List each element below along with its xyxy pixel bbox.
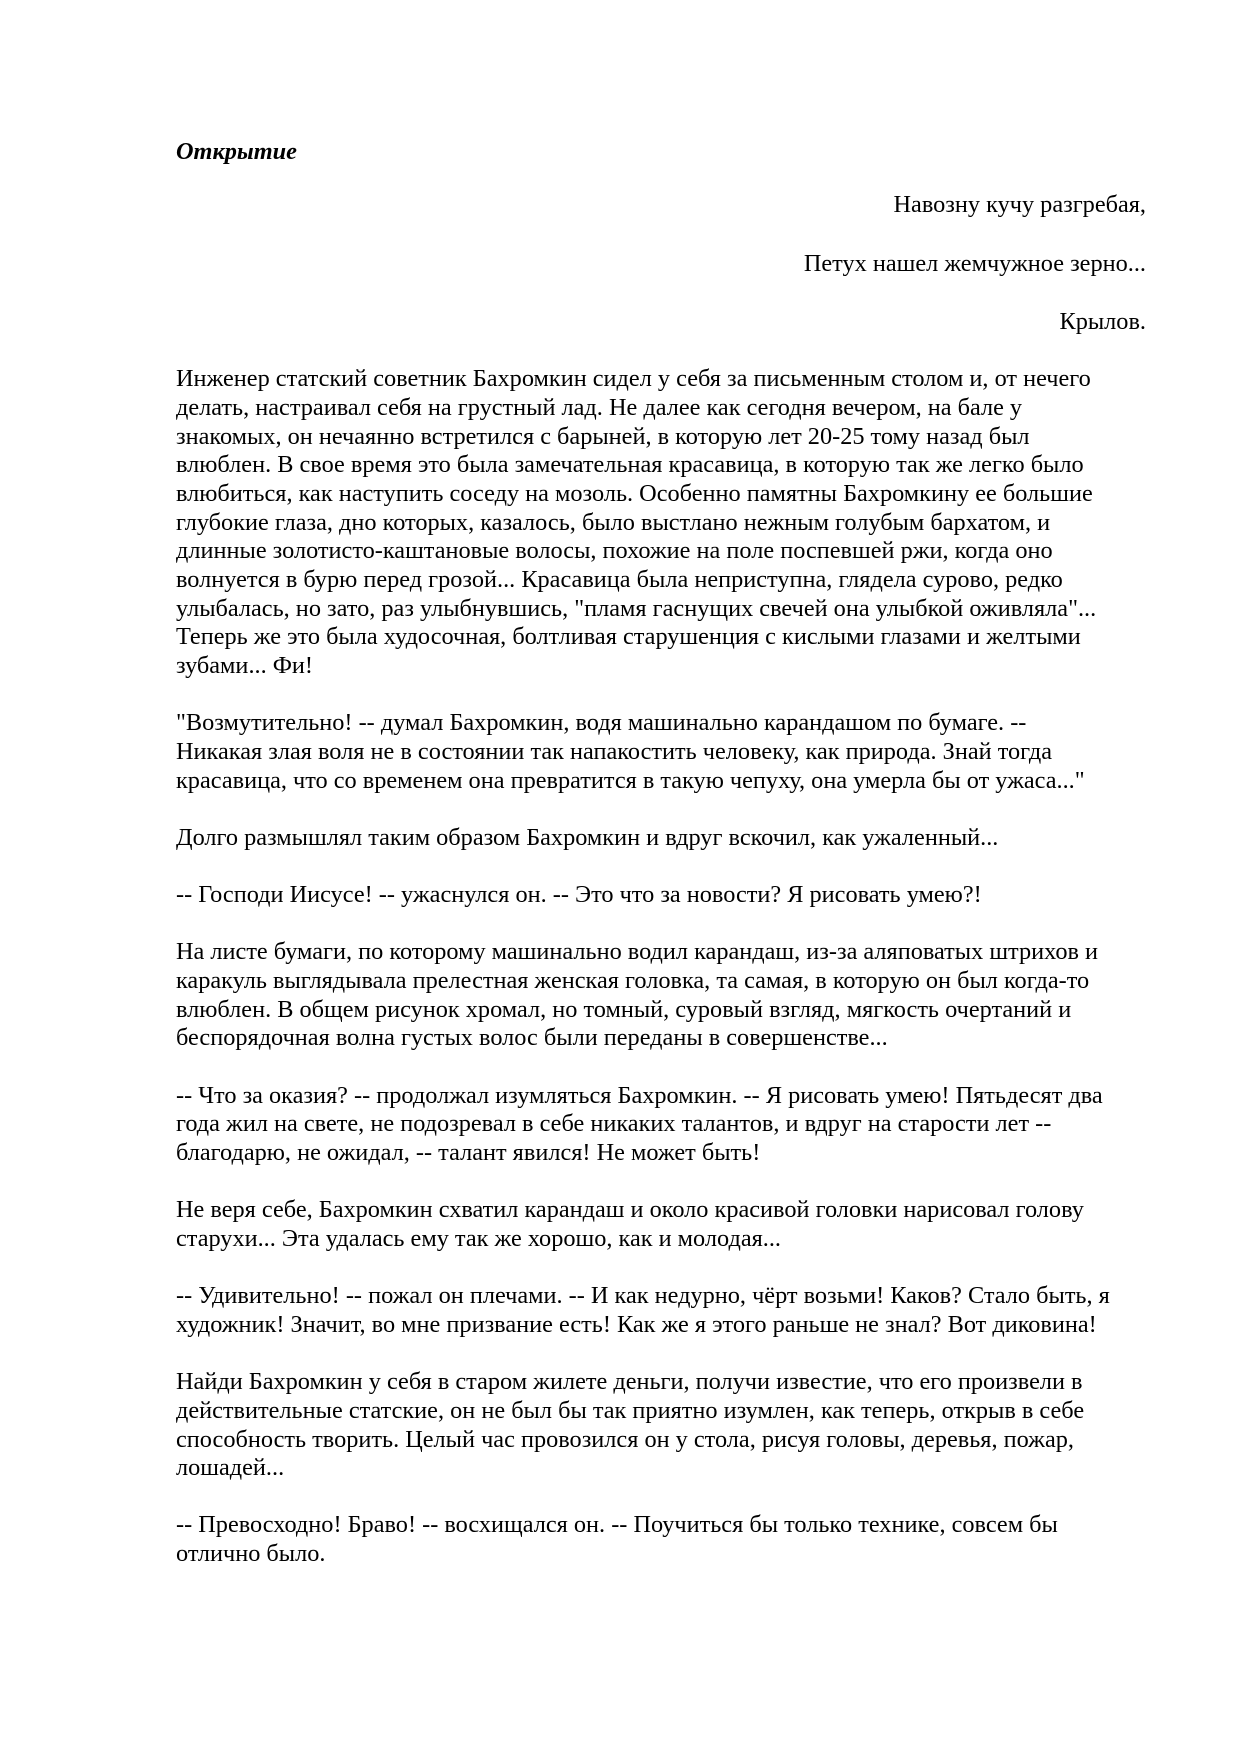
paragraph-line: благодарю, не ожидал, -- талант явился! Не может быть! [176,1139,761,1167]
paragraph-line: улыбалась, но зато, раз улыбнувшись, "пламя гаснущих свечей она улыбкой оживляла"... [176,594,1097,622]
story-title: Открытие [176,138,297,165]
paragraph-line: зубами... Фи! [176,652,314,680]
epigraph-author: Крылов. [1059,308,1146,336]
paragraph-line: способность творить. Целый час провозился он у стола, рисуя головы, деревья, пожар, [176,1425,1074,1453]
paragraph-line: красавица, что со временем она превратится в такую чепуху, она умерла бы от ужаса..." [176,766,1085,794]
paragraph-line: -- Удивительно! -- пожал он плечами. -- И как недурно, чёрт возьми! Каков? Стало быть, я [176,1282,1110,1310]
paragraph-line: влюблен. В общем рисунок хромал, но томный, суровый взгляд, мягкость очертаний и [176,995,1072,1023]
paragraph [176,709,1146,795]
paragraph [176,1196,1146,1253]
paragraph-line: Не веря себе, Бахромкин схватил карандаш и около красивой головки нарисовал голову [176,1196,1084,1224]
paragraph-line: отлично было. [176,1540,326,1568]
paragraph-line: глубокие глаза, дно которых, казалось, было выстлано нежным голубым бархатом, и [176,508,1051,536]
paragraph [176,1368,1146,1483]
paragraph-line: -- Что за оказия? -- продолжал изумляться Бахромкин. -- Я рисовать умею! Пятьдесят два [176,1081,1103,1109]
paragraph-line: знакомых, он нечаянно встретился с барыней, в которую лет 20-25 тому назад был [176,422,1030,450]
paragraph-line: влюбиться, как наступить соседу на мозоль. Особенно памятны Бахромкину ее большие [176,479,1093,507]
story-body [176,365,1146,1569]
paragraph-line: беспорядочная волна густых волос были переданы в совершенстве... [176,1024,888,1052]
paragraph-line: волнуется в бурю перед грозой... Красавица была неприступна, глядела сурово, редко [176,566,1063,594]
paragraph [176,1082,1146,1168]
epigraph-line: Навозну кучу разгребая, [893,191,1146,218]
epigraph [176,191,1146,337]
paragraph-line: Найди Бахромкин у себя в старом жилете деньги, получи известие, что его произвели в [176,1368,1083,1396]
paragraph-line: -- Господи Иисусе! -- ужаснулся он. -- Это что за новости? Я рисовать умею?! [176,881,982,909]
paragraph-line: старухи... Эта удалась ему так же хорошо, как и молодая... [176,1224,782,1252]
paragraph-line: -- Превосходно! Браво! -- восхищался он. -- Поучиться бы только технике, совсем бы [176,1511,1058,1539]
paragraph-line: влюблен. В свое время это была замечательная красавица, в которую так же легко было [176,451,1084,479]
paragraph [176,1511,1146,1568]
paragraph-line: Никакая злая воля не в состоянии так напакостить человеку, как природа. Знай тогда [176,738,1053,766]
paragraph-line: "Возмутительно! -- думал Бахромкин, водя машинально карандашом по бумаге. -- [176,709,1027,737]
paragraph-line: лошадей... [176,1454,285,1482]
document-page [176,138,1146,1569]
paragraph-line: каракуль выглядывала прелестная женская головка, та самая, в которую он был когда-то [176,967,1090,995]
paragraph [176,824,1146,853]
paragraph-line: Теперь же это была худосочная, болтливая старушенция с кислыми глазами и желтыми [176,623,1081,651]
paragraph [176,1282,1146,1339]
paragraph-line: Долго размышлял таким образом Бахромкин и вдруг вскочил, как ужаленный... [176,823,999,851]
paragraph [176,365,1146,681]
epigraph-line: Петух нашел жемчужное зерно... [803,249,1146,277]
paragraph-line: художник! Значит, во мне призвание есть! Как же я этого раньше не знал? Вот диковина! [176,1310,1097,1338]
paragraph [176,881,1146,910]
paragraph-line: действительные статские, он не был бы так приятно изумлен, как теперь, открыв в себе [176,1396,1085,1424]
paragraph-line: На листе бумаги, по которому машинально водил карандаш, из-за аляповатых штрихов и [176,938,1099,966]
paragraph [176,938,1146,1053]
paragraph-line: делать, настраивал себя на грустный лад. Не далее как сегодня вечером, на бале у [176,393,1023,421]
paragraph-line: длинные золотисто-каштановые волосы, похожие на поле поспевшей ржи, когда оно [176,537,1053,565]
paragraph-line: Инженер статский советник Бахромкин сидел у себя за письменным столом и, от нечего [176,365,1091,393]
paragraph-line: года жил на свете, не подозревал в себе никаких талантов, и вдруг на старости лет -- [176,1110,1052,1138]
